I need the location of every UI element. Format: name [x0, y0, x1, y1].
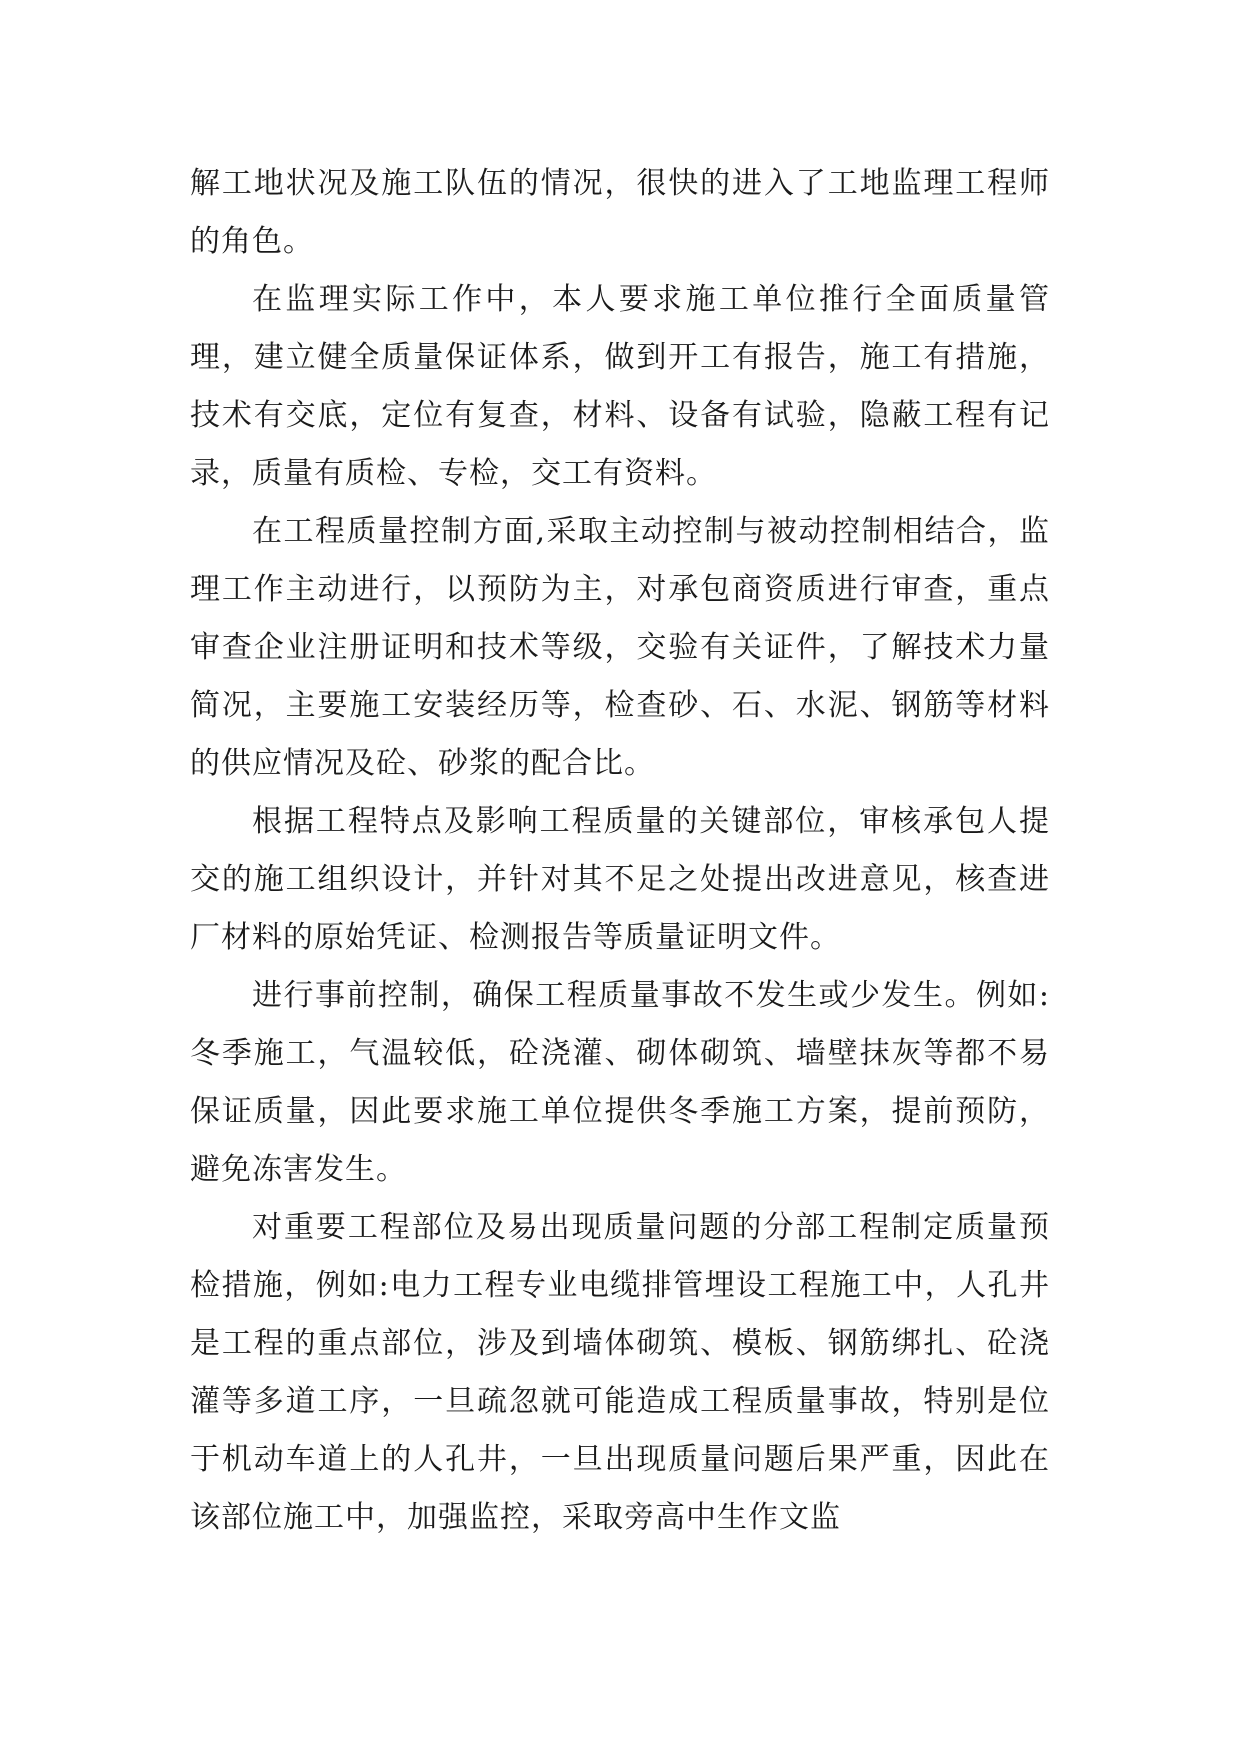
paragraph-quality-control: 在工程质量控制方面,采取主动控制与被动控制相结合，监理工作主动进行，以预防为主，对承包商资质进行审查，重点审查企业注册证明和技术等级，交验有关证件，了解技术力量简况，主要施工安装经历等，检查砂、石、水泥、钢筋等材料的供应情况及砼、砂浆的配合比。: [190, 514, 1050, 781]
paragraph-prior-control: 进行事前控制，确保工程质量事故不发生或少发生。例如:冬季施工，气温较低，砼浇灌、砌体砌筑、墙壁抹灰等都不易保证质量，因此要求施工单位提供冬季施工方案，提前预防，避免冻害发生。: [190, 978, 1050, 1187]
paragraph-construction-design-review: 根据工程特点及影响工程质量的关键部位，审核承包人提交的施工组织设计，并针对其不足之处提出改进意见，核查进厂材料的原始凭证、检测报告等质量证明文件。: [190, 804, 1050, 955]
document-body: [190, 155, 1050, 1547]
paragraph-key-parts-inspection: 对重要工程部位及易出现质量问题的分部工程制定质量预检措施，例如:电力工程专业电缆排管埋设工程施工中，人孔井是工程的重点部位，涉及到墙体砌筑、模板、钢筋绑扎、砼浇灌等多道工序，一旦疏忽就可能造成工程质量事故，特别是位于机动车道上的人孔井，一旦出现质量问题后果严重，因此在该部位施工中，加强监控，采取旁高中生作文监: [190, 1210, 1050, 1535]
paragraph-quality-management: 在监理实际工作中，本人要求施工单位推行全面质量管理，建立健全质量保证体系，做到开工有报告，施工有措施，技术有交底，定位有复查，材料、设备有试验，隐蔽工程有记录，质量有质检、专检，交工有资料。: [190, 282, 1050, 491]
paragraph-continuation: 解工地状况及施工队伍的情况，很快的进入了工地监理工程师的角色。: [190, 166, 1050, 259]
